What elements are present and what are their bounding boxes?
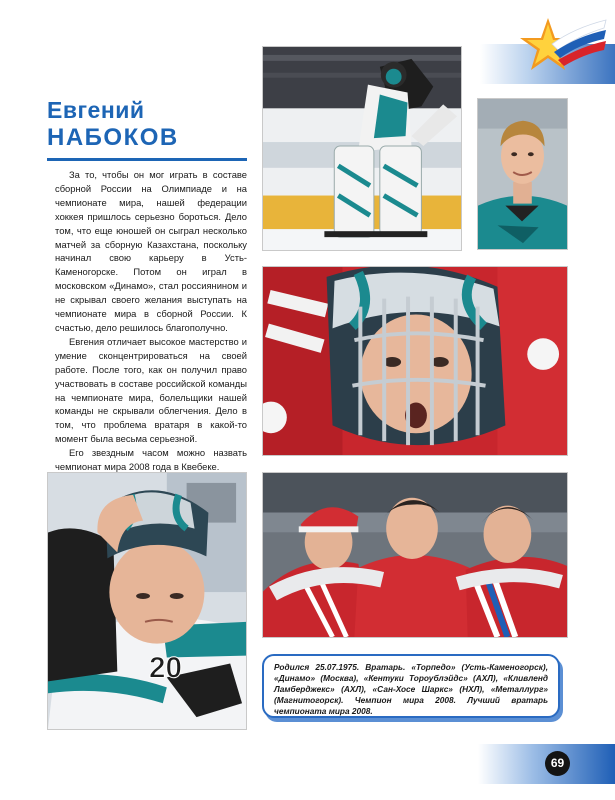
goalie-mask-closeup-photo bbox=[262, 266, 568, 456]
player-last-name: НАБОКОВ bbox=[47, 124, 179, 151]
page-number: 69 bbox=[545, 751, 570, 776]
article-paragraph: За то, чтобы он мог играть в составе сборной России на Олимпиаде и на чемпионате мира, нашей федерации хоккея пришлось серьезно бороться. Дело том, что еще юношей он сыграл несколько матчей за сборную Казахстана, поскольку начинал свою карьеру в Усть-Каменогорске. Потом он играл в московском «Динамо», стал россиянином и не скрывал своего желания выступать на чемпионате мира в сборной России. К счастью, дело решилось благополучно. bbox=[55, 169, 247, 333]
article-paragraph: Его звездным часом можно назвать чемпионат мира 2008 года в Квебеке. bbox=[55, 447, 247, 473]
article-body bbox=[55, 168, 247, 474]
jersey-number: 20 bbox=[148, 651, 183, 685]
goalie-action-photo bbox=[262, 46, 462, 251]
player-first-name: Евгений bbox=[47, 97, 145, 123]
player-portrait-photo bbox=[477, 98, 568, 250]
title-underline bbox=[47, 158, 247, 161]
star-logo-icon bbox=[518, 14, 608, 80]
player-bio-box: Родился 25.07.1975. Вратарь. «Торпедо» (Усть-Каменогорск), «Динамо» (Москва), «Кентуки Тороублэйдс» (АХЛ), «Кливленд Ламберджекс» (АХЛ), «Сан-Хосе Шаркс» (НХЛ), «Металлург» (Магнитогорск). Чемпион мира 2008. Лучший вратарь чемпионата мира 2008. bbox=[262, 654, 560, 718]
team-celebration-photo bbox=[262, 472, 568, 638]
article-paragraph: Евгения отличает высокое мастерство и умение сконцентрироваться на своей работе. После того, как он получил право участвовать в составе российской команды на чемпионате мира, болельщики нашей команды не скрывали облегчения. Дело в том, что проблема вратаря в какой-то момент была весьма серьезной. bbox=[55, 335, 247, 445]
goalie-sharks-jersey-photo bbox=[47, 472, 247, 730]
